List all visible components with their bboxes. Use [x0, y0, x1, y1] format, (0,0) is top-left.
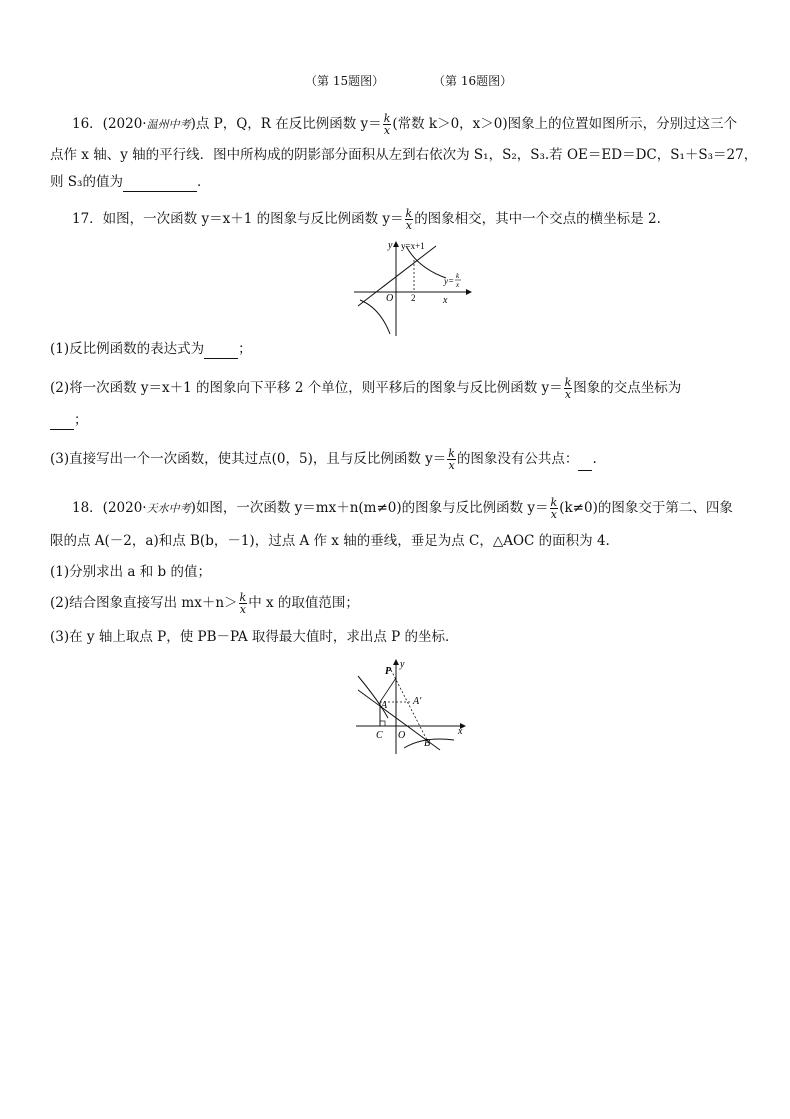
q16-source: 温州中考 — [146, 118, 191, 131]
q17-part-2-cont: ； — [50, 410, 88, 430]
q17-part-3: (3)直接写出一个一次函数，使其过点(0，5)，且与反比例函数 y＝ $\frac{k}{x}$ 的图象没有公共点： . — [50, 447, 597, 472]
q17-graph — [348, 238, 473, 338]
q17-x-arrow — [466, 289, 472, 295]
q17-line — [358, 246, 436, 306]
q16-text-b: (常数 k＞0，x＞0)图象上的位置如图所示，分别过这三个 — [392, 116, 738, 132]
q17-hyperbola-q3 — [360, 300, 390, 334]
q18-right-angle — [380, 721, 385, 726]
q17-blank-2[interactable] — [50, 415, 74, 430]
q17-y-arrow — [393, 241, 399, 247]
q18-graph — [350, 656, 470, 758]
q16-number: 16．(2020· — [72, 116, 147, 132]
q17-part-2: (2)将一次函数 y＝x＋1 的图象向下平移 2 个单位，则平移后的图象与反比例函数 y＝ $\frac{k}{x}$ 图象的交点坐标为 — [50, 376, 682, 401]
q18-part-2: (2)结合图象直接写出 mx＋n＞ $\frac{k}{x}$ 中 x 的取值范围； — [50, 591, 359, 616]
q17-label-o: O — [386, 293, 394, 304]
svg-text:x: x — [456, 281, 460, 289]
q17-stem: 17．如图，一次函数 y＝x＋1 的图象与反比例函数 y＝ $\frac{k}{x}$ 的图象相交，其中一个交点的横坐标是 2. — [72, 207, 661, 232]
q18-label-x: x — [458, 726, 463, 737]
q18-label-y: y — [400, 659, 405, 670]
q17-part-1: (1)反比例函数的表达式为 ； — [50, 341, 252, 357]
q17-label-x: x — [443, 295, 448, 306]
q17-blank-3[interactable] — [578, 456, 592, 471]
q18-source: 天水中考 — [146, 502, 191, 515]
q17-fraction: $\frac{k}{x}$ — [405, 207, 413, 232]
q18-line-ap — [380, 678, 396, 702]
q18-label-o: O — [398, 730, 406, 741]
q18-label-b: B — [424, 738, 431, 749]
q17-blank-1[interactable] — [204, 344, 238, 359]
q16-line-3: 则 S₃的值为 ． — [50, 174, 211, 190]
figure-16-caption: （第 16题图） — [433, 74, 513, 88]
q18-label-a2: A′ — [413, 696, 422, 707]
q17-label-y: y — [388, 240, 393, 251]
q18-dashed-pb — [391, 670, 428, 742]
figure-15-caption: （第 15题图） — [305, 74, 385, 88]
q17-label-line: y=x+1 — [401, 241, 425, 251]
q18-label-a: A — [381, 700, 388, 711]
q18-label-c: C — [376, 730, 383, 741]
q18-line-1: 18．(2020·天水中考)如图，一次函数 y＝mx＋n(m≠0)的图象与反比例函数 y＝ $\frac{k}{x}$ (k≠0)的图象交于第二、四象 — [72, 496, 733, 521]
q17-label-2: 2 — [411, 293, 416, 303]
q16-fraction: $\frac{k}{x}$ — [383, 112, 391, 137]
q16-answer-blank[interactable] — [123, 177, 197, 192]
svg-text:k: k — [456, 272, 460, 280]
q16-line-1 — [72, 113, 737, 136]
q18-line-2: 限的点 A(－2，a)和点 B(b，－1)，过点 A 作 x 轴的垂线，垂足为点 C，△AOC 的面积为 4. — [50, 533, 610, 549]
q16-text-a: )点 P，Q，R 在反比例函数 y＝ — [190, 116, 382, 132]
q17-label-hyp: y= — [444, 276, 455, 286]
q18-part-1: (1)分别求出 a 和 b 的值； — [50, 564, 211, 580]
q18-label-p: P — [385, 666, 392, 677]
q16-line-2: 点作 x 轴、y 轴的平行线．图中所构成的阴影部分面积从左到右依次为 S₁，S₂，S₃.若 OE＝ED＝DC，S₁＋S₃＝27， — [50, 147, 758, 163]
q18-part-3: (3)在 y 轴上取点 P，使 PB－PA 取得最大值时，求出点 P 的坐标． — [50, 629, 459, 645]
